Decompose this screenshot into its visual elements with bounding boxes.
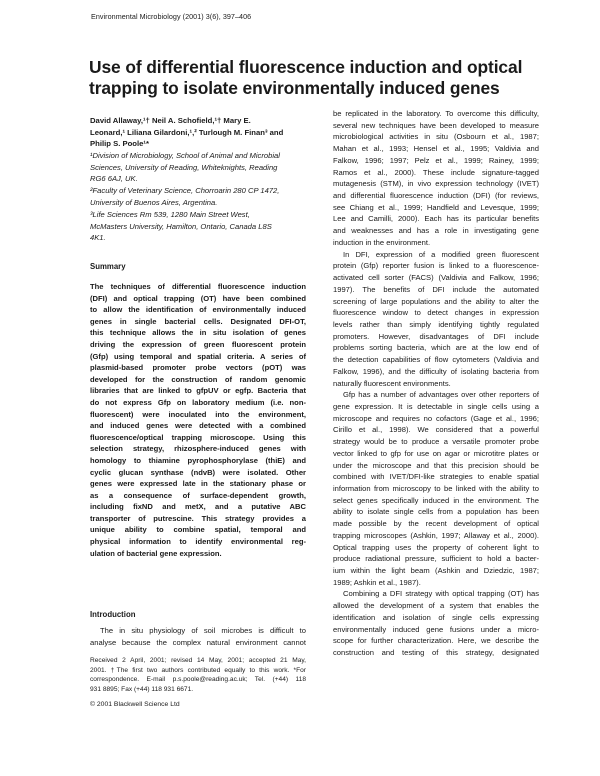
body-line: promoters. However, disadvantages of DFI include	[333, 331, 539, 341]
author-line: Philip S. Poole¹*	[90, 139, 149, 149]
body-line: scope for further characterization. Here, we describe the	[333, 636, 539, 646]
body-line: Combining a DFI strategy with optical trapping (OT) has	[343, 589, 539, 599]
body-line: strategy would be to produce a versatile promoter probe	[333, 437, 539, 447]
paragraph-1	[333, 108, 539, 249]
body-line: made possible by the recent development of optical	[333, 519, 539, 529]
abstract-line: as a consequence of surface-dependent growth,	[90, 490, 306, 500]
abstract-line: developed for the construction of random genomic	[90, 374, 306, 384]
footnote-line: 931 8895; Fax (+44) 118 931 6671.	[90, 685, 194, 693]
abstract-line: The techniques of differential fluorescence induction	[90, 282, 306, 291]
body-line: induction in the environment.	[333, 237, 431, 247]
body-line: information from microscopy to be linked with the ability to	[333, 484, 539, 493]
abstract-line: (Gfp) using temporal and spatial criteria. A series of	[90, 351, 306, 361]
body-line: ium within the light beam (Ashkin and Dziedzic, 1987;	[333, 566, 539, 576]
abstract-line: including fixND and metX, and a putative ABC	[90, 502, 306, 512]
affiliation-line: McMasters University, Hamilton, Ontario, Canada L8S	[90, 221, 272, 231]
body-line: Mahan et al., 1993; Hensel et al., 1995; Valdivia and	[333, 144, 539, 154]
affiliation-line: University of Buenos Aires, Argentina.	[90, 197, 218, 207]
article-title	[89, 57, 529, 98]
body-line: naturally fluorescent environments.	[333, 378, 451, 388]
author-line: David Allaway,¹† Neil A. Schofield,¹† Mary E.	[90, 116, 251, 125]
body-line: levels rather than simply identifying tightly regulated	[333, 319, 539, 329]
abstract	[90, 281, 306, 559]
footnote-line: correspondence. E-mail p.s.poole@reading.ac.uk; Tel. (+44) 118	[90, 676, 306, 683]
abstract-line: unique ability to combine spatial, temporal and	[90, 525, 306, 535]
introduction-heading: Introduction	[90, 610, 136, 619]
intro-line: analyse because the complex natural environment cannot	[90, 637, 306, 647]
footnote-line: 2001. †The first two authors contributed equally to this work. *For	[90, 666, 306, 674]
title-line: trapping to isolate environmentally induced genes	[89, 77, 500, 98]
abstract-line: fluorescence/optical trapping microscope. Using this	[90, 432, 306, 442]
affiliation-line: 4K1.	[90, 233, 106, 243]
abstract-line: fluorescent) were inoculated into the environment,	[90, 409, 306, 419]
body-line: be replicated in the laboratory. To overcome this difficulty,	[333, 109, 539, 118]
body-line: see Chiang et al., 1999; Handfield and Levesque, 1999;	[333, 202, 539, 212]
abstract-line: this technique allows the in situ isolation of genes	[90, 328, 306, 338]
body-line: select genes specifically induced in the environment. The	[333, 495, 539, 505]
affiliation-line: Sciences, University of Reading, Whiteknights, Reading	[90, 162, 278, 172]
body-line: ability to isolate single cells from a population has been	[333, 507, 539, 517]
affiliation-1	[90, 150, 306, 185]
body-line: microscope and requires no cofactors (Gage et al., 1996;	[333, 413, 539, 423]
body-line: produce radiational pressure, sufficient to hold a bacter-	[333, 554, 539, 564]
body-line: vector linked to gfp for use on agar or microtitre plates or	[333, 448, 539, 458]
body-line: allowed the development of a system that enables the	[333, 601, 539, 611]
body-line: screening of large populations and the ability to alter the	[333, 296, 539, 306]
received-footnote	[90, 656, 306, 694]
abstract-line: do not express Gfp on laboratory medium (i.e. non-	[90, 397, 306, 407]
body-line: microbiological activities in situ (Osbourn et al., 1987;	[333, 132, 539, 142]
body-line: Falkow, 1996; 1997; Pelz et al., 1999; Rainey, 1999;	[333, 155, 539, 165]
body-line: problems sorting bacteria, which are at the low end of	[333, 343, 539, 353]
body-line: trapping microscopes (Ashkin, 1997; Allaway et al., 2000).	[333, 530, 539, 540]
body-line: Lee and Camilli, 2000). Each has its particular benefits	[333, 214, 539, 224]
abstract-line: physical information to identify environmental reg-	[90, 537, 306, 547]
abstract-line: plasmid-based promoter probe vectors (pOT) was	[90, 363, 306, 373]
body-line: protein (Gfp) reporter fusion is linked to a fluorescence-	[333, 261, 539, 271]
abstract-line: genes in single bacterial cells. Designated DFI-OT,	[90, 316, 306, 326]
body-line: Ramos et al., 2000). These include signature-tagged	[333, 167, 539, 177]
body-line: the detection capabilities of flow cytometers (Valdivia and	[333, 355, 539, 365]
affiliation-line: ¹Division of Microbiology, School of Animal and Microbial	[90, 151, 280, 160]
abstract-line: (DFI) and optical trapping (OT) have been combined	[90, 293, 306, 303]
body-line: under the microscope and that this precision should be	[333, 460, 539, 470]
body-line: gene expression. It is detectable in single cells using a	[333, 401, 539, 411]
footnote-line: Received 2 April, 2001; revised 14 May, 2001; accepted 21 May,	[90, 657, 306, 664]
body-line: activated cell sorter (FACS) (Valdivia and Falkow, 1996;	[333, 273, 539, 283]
abstract-line: driving the expression of green fluorescent protein	[90, 339, 306, 349]
abstract-line: libraries that are linked to gfpUV or egfp. Bacteria that	[90, 386, 306, 396]
body-line: Optical trapping uses the property of coherent light to	[333, 542, 539, 552]
body-line: several new techniques have been developed to measure	[333, 120, 539, 130]
body-line: Cirillo et al., 1998). We considered that a powerful	[333, 425, 539, 435]
body-line: environmentally induced gene fusions under a micro-	[333, 624, 539, 634]
introduction-text	[90, 625, 306, 648]
affiliation-line: ²Faculty of Veterinary Science, Chorroarin 280 CP 1472,	[90, 186, 280, 195]
body-line: combined with IVET/DFI-like strategies to enable spatial	[333, 472, 539, 482]
right-column-body	[333, 108, 539, 659]
running-header: Environmental Microbiology (2001) 3(6), 397–406	[91, 12, 252, 21]
body-line: Gfp has a number of advantages over other reporters of	[343, 390, 539, 400]
abstract-line: and induced genes were detected with a combined	[90, 421, 306, 431]
author-list	[90, 115, 306, 150]
author-line: Leonard,¹ Liliana Gilardoni,¹,² Turlough M. Finan³ and	[90, 127, 284, 137]
copyright-notice: © 2001 Blackwell Science Ltd	[90, 701, 180, 708]
body-line: fluorescence window to detect changes in expression	[333, 308, 539, 318]
intro-line: The in situ physiology of soil microbes is difficult to	[100, 626, 306, 635]
abstract-line: ulation of bacterial gene expression.	[90, 548, 222, 558]
abstract-line: genes were expressed late in the stationary phase or	[90, 479, 306, 489]
body-line: Falkow, 1996), and the difficulty of isolating bacteria from	[333, 366, 539, 376]
title-line: Use of differential fluorescence induction and optical	[89, 57, 523, 77]
summary-heading: Summary	[90, 262, 126, 271]
affiliation-line: ³Life Sciences Rm 539, 1280 Main Street West,	[90, 210, 250, 219]
body-line: and differential fluorescence induction (DFI) (for reviews,	[333, 191, 539, 201]
affiliation-2	[90, 185, 306, 208]
abstract-line: transporter of putrescine. This strategy provides a	[90, 513, 306, 523]
paragraph-4	[333, 588, 539, 658]
body-line: and weaknesses and has a role in investigating gene	[333, 226, 539, 236]
body-line: identification and isolation of single cells expressing	[333, 612, 539, 622]
paragraph-2	[333, 249, 539, 390]
abstract-line: homology to thiamine pyrophosphorylase (thiE) and	[90, 455, 306, 465]
body-line: mutagenesis (STM), in vivo expression technology (IVET)	[333, 179, 539, 189]
abstract-line: cyclic glucan synthase (ndvB) were isolated. Other	[90, 467, 306, 477]
paragraph-3	[333, 389, 539, 588]
affiliation-3	[90, 209, 306, 244]
body-line: 1997). The benefits of DFI include the automated	[333, 284, 539, 294]
body-line: construction and testing of this strategy, designated	[333, 648, 539, 658]
affiliation-line: RG6 6AJ, UK.	[90, 174, 138, 184]
body-line: In DFI, expression of a modified green fluorescent	[343, 249, 539, 259]
abstract-line: to allow the identification of environmentally induced	[90, 305, 306, 315]
body-line: 1989; Ashkin et al., 1987).	[333, 577, 421, 587]
abstract-line: selection strategy, rhizosphere-induced genes with	[90, 444, 306, 454]
